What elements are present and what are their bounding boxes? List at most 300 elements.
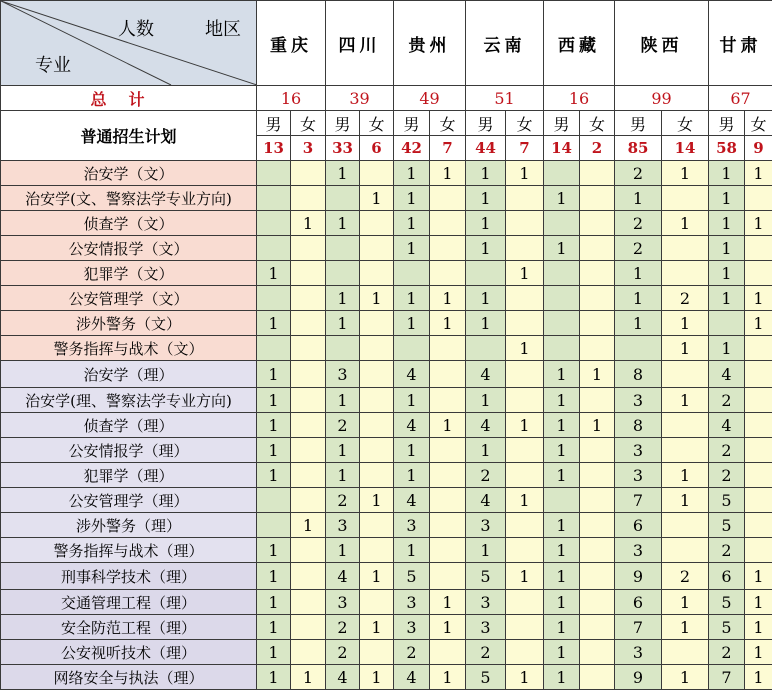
male-count-cell	[257, 513, 291, 538]
major-name: 刑事科学技术（理）	[1, 563, 257, 590]
female-count-cell	[506, 640, 544, 665]
male-count-cell: 1	[466, 311, 506, 336]
male-header: 男	[466, 111, 506, 136]
male-count-cell: 1	[257, 590, 291, 615]
female-count-cell	[662, 640, 709, 665]
female-count-cell	[430, 361, 466, 388]
female-count-cell	[580, 590, 615, 615]
female-count-cell: 2	[662, 563, 709, 590]
female-count-cell: 1	[506, 161, 544, 186]
female-count-cell	[291, 538, 326, 563]
male-count-cell: 5	[709, 615, 745, 640]
male-count-cell: 1	[709, 236, 745, 261]
major-name: 安全防范工程（理）	[1, 615, 257, 640]
region-header-xizang: 西藏	[544, 1, 615, 86]
table-row	[1, 563, 772, 590]
female-count-cell: 1	[430, 665, 466, 690]
male-count-cell: 2	[709, 463, 745, 488]
female-count-cell	[360, 388, 394, 413]
male-count-cell: 1	[326, 311, 360, 336]
male-count-cell: 1	[394, 211, 430, 236]
table-row	[1, 186, 772, 211]
female-count-cell	[430, 388, 466, 413]
male-count-cell: 6	[709, 563, 745, 590]
female-count-cell	[580, 388, 615, 413]
female-count-cell: 1	[662, 590, 709, 615]
female-count-cell	[291, 286, 326, 311]
male-count-cell: 6	[615, 513, 662, 538]
female-count-cell: 1	[662, 161, 709, 186]
table-row	[1, 463, 772, 488]
male-count-cell: 4	[466, 361, 506, 388]
female-count-cell: 1	[745, 311, 772, 336]
male-count-cell: 1	[544, 236, 580, 261]
region-total: 51	[466, 86, 544, 111]
male-count-cell: 1	[257, 361, 291, 388]
male-count-cell: 1	[394, 311, 430, 336]
female-count-cell	[291, 413, 326, 438]
female-count-cell	[580, 488, 615, 513]
male-count-cell: 1	[394, 388, 430, 413]
female-count-cell	[360, 463, 394, 488]
male-count-cell	[326, 261, 360, 286]
table-row	[1, 665, 772, 690]
female-count-cell	[580, 438, 615, 463]
female-count-cell: 1	[430, 413, 466, 438]
corner-region-label: 地区	[205, 19, 241, 40]
female-count-cell: 1	[360, 488, 394, 513]
table-row	[1, 261, 772, 286]
female-subtotal: 7	[430, 136, 466, 161]
male-count-cell: 3	[466, 590, 506, 615]
male-count-cell: 1	[544, 590, 580, 615]
male-count-cell: 1	[544, 438, 580, 463]
table-row	[1, 388, 772, 413]
region-header-guizhou: 贵州	[394, 1, 466, 86]
female-count-cell	[430, 261, 466, 286]
female-count-cell: 1	[662, 211, 709, 236]
male-count-cell: 1	[326, 161, 360, 186]
table-row	[1, 590, 772, 615]
female-count-cell: 1	[745, 665, 772, 690]
female-count-cell	[580, 538, 615, 563]
major-name: 公安视听技术（理）	[1, 640, 257, 665]
female-count-cell: 1	[662, 388, 709, 413]
female-count-cell: 1	[506, 488, 544, 513]
table-row	[1, 488, 772, 513]
male-count-cell: 4	[394, 488, 430, 513]
female-count-cell	[580, 286, 615, 311]
female-count-cell: 1	[580, 361, 615, 388]
female-count-cell	[506, 615, 544, 640]
female-count-cell	[430, 336, 466, 361]
male-subtotal: 42	[394, 136, 430, 161]
male-count-cell: 1	[257, 261, 291, 286]
female-count-cell	[291, 438, 326, 463]
male-count-cell: 3	[394, 590, 430, 615]
female-count-cell	[580, 463, 615, 488]
female-count-cell: 1	[745, 161, 772, 186]
female-count-cell	[745, 361, 772, 388]
male-count-cell: 4	[709, 413, 745, 438]
male-count-cell: 5	[709, 513, 745, 538]
female-header: 女	[745, 111, 772, 136]
male-count-cell: 5	[709, 488, 745, 513]
male-count-cell: 3	[615, 538, 662, 563]
male-count-cell: 2	[326, 413, 360, 438]
corner-major-label: 专业	[35, 55, 71, 76]
female-count-cell	[662, 186, 709, 211]
female-count-cell	[291, 463, 326, 488]
male-count-cell: 3	[326, 361, 360, 388]
corner-count-label: 人数	[118, 19, 154, 40]
male-count-cell: 1	[326, 538, 360, 563]
male-count-cell: 1	[615, 286, 662, 311]
female-count-cell: 1	[662, 615, 709, 640]
female-count-cell	[430, 236, 466, 261]
major-name: 涉外警务（文）	[1, 311, 257, 336]
male-count-cell	[326, 236, 360, 261]
female-count-cell	[291, 488, 326, 513]
male-count-cell: 1	[544, 413, 580, 438]
female-count-cell: 1	[745, 286, 772, 311]
female-count-cell	[291, 311, 326, 336]
female-count-cell	[291, 161, 326, 186]
male-count-cell: 2	[326, 615, 360, 640]
table-row	[1, 615, 772, 640]
major-name: 治安学(理、警察法学专业方向)	[1, 388, 257, 413]
male-count-cell: 1	[615, 311, 662, 336]
region-total: 16	[544, 86, 615, 111]
male-count-cell: 3	[466, 513, 506, 538]
male-count-cell: 2	[615, 211, 662, 236]
male-count-cell: 1	[257, 438, 291, 463]
male-count-cell	[544, 261, 580, 286]
male-count-cell	[257, 211, 291, 236]
male-count-cell: 3	[615, 463, 662, 488]
male-count-cell: 1	[257, 563, 291, 590]
female-count-cell	[580, 161, 615, 186]
male-count-cell: 1	[257, 388, 291, 413]
male-count-cell: 4	[466, 488, 506, 513]
male-count-cell: 1	[466, 211, 506, 236]
female-count-cell	[506, 186, 544, 211]
female-count-cell: 1	[430, 615, 466, 640]
female-count-cell: 1	[430, 590, 466, 615]
table-row	[1, 336, 772, 361]
female-count-cell	[291, 361, 326, 388]
male-subtotal: 85	[615, 136, 662, 161]
male-count-cell: 2	[326, 640, 360, 665]
male-count-cell: 4	[326, 665, 360, 690]
plan-label: 普通招生计划	[1, 111, 257, 161]
male-count-cell: 4	[466, 413, 506, 438]
male-count-cell: 2	[466, 463, 506, 488]
female-count-cell: 1	[291, 665, 326, 690]
female-subtotal: 3	[291, 136, 326, 161]
female-count-cell	[360, 336, 394, 361]
major-name: 侦查学（理）	[1, 413, 257, 438]
region-header-gansu: 甘肃	[709, 1, 772, 86]
male-count-cell: 1	[394, 463, 430, 488]
female-count-cell	[745, 336, 772, 361]
major-name: 公安管理学（文）	[1, 286, 257, 311]
male-count-cell	[466, 336, 506, 361]
male-count-cell: 3	[394, 615, 430, 640]
male-count-cell: 1	[257, 311, 291, 336]
female-count-cell: 1	[662, 488, 709, 513]
region-header-shaanxi: 陕西	[615, 1, 709, 86]
male-count-cell: 1	[466, 388, 506, 413]
male-count-cell: 1	[394, 538, 430, 563]
female-count-cell: 1	[291, 513, 326, 538]
male-count-cell: 4	[394, 413, 430, 438]
female-subtotal: 14	[662, 136, 709, 161]
table-row	[1, 438, 772, 463]
female-header: 女	[430, 111, 466, 136]
male-count-cell: 5	[466, 563, 506, 590]
major-name: 治安学（理）	[1, 361, 257, 388]
major-name: 公安情报学（理）	[1, 438, 257, 463]
female-count-cell	[662, 413, 709, 438]
major-name: 公安管理学（理）	[1, 488, 257, 513]
female-count-cell: 1	[430, 311, 466, 336]
female-count-cell: 2	[662, 286, 709, 311]
female-count-cell	[430, 211, 466, 236]
female-header: 女	[506, 111, 544, 136]
female-subtotal: 6	[360, 136, 394, 161]
male-count-cell: 7	[615, 615, 662, 640]
female-count-cell: 1	[745, 563, 772, 590]
major-name: 侦查学（文）	[1, 211, 257, 236]
female-count-cell	[291, 261, 326, 286]
female-count-cell	[360, 413, 394, 438]
female-count-cell: 1	[430, 286, 466, 311]
male-count-cell: 4	[326, 563, 360, 590]
female-count-cell	[360, 438, 394, 463]
male-count-cell: 1	[544, 513, 580, 538]
female-count-cell	[506, 590, 544, 615]
major-name: 网络安全与执法（理）	[1, 665, 257, 690]
female-count-cell	[745, 488, 772, 513]
female-count-cell	[506, 463, 544, 488]
female-count-cell: 1	[662, 665, 709, 690]
male-count-cell: 7	[615, 488, 662, 513]
female-count-cell	[506, 211, 544, 236]
male-count-cell	[257, 336, 291, 361]
male-header: 男	[257, 111, 291, 136]
female-count-cell	[662, 438, 709, 463]
female-count-cell	[662, 361, 709, 388]
male-count-cell: 1	[544, 615, 580, 640]
male-count-cell: 3	[326, 590, 360, 615]
male-count-cell	[394, 261, 430, 286]
table-row	[1, 236, 772, 261]
male-count-cell: 1	[709, 161, 745, 186]
male-count-cell: 5	[394, 563, 430, 590]
male-count-cell: 1	[544, 563, 580, 590]
male-count-cell: 7	[709, 665, 745, 690]
female-count-cell: 1	[745, 590, 772, 615]
male-count-cell: 1	[257, 665, 291, 690]
female-count-cell	[580, 211, 615, 236]
female-header: 女	[580, 111, 615, 136]
male-count-cell: 4	[709, 361, 745, 388]
female-count-cell	[506, 286, 544, 311]
male-count-cell: 2	[709, 388, 745, 413]
region-total: 99	[615, 86, 709, 111]
female-count-cell	[662, 236, 709, 261]
female-subtotal: 7	[506, 136, 544, 161]
male-count-cell: 1	[326, 286, 360, 311]
female-count-cell	[662, 261, 709, 286]
table-row	[1, 513, 772, 538]
male-count-cell	[709, 311, 745, 336]
male-count-cell: 1	[544, 388, 580, 413]
major-name: 犯罪学（理）	[1, 463, 257, 488]
female-count-cell	[506, 538, 544, 563]
female-count-cell	[360, 236, 394, 261]
female-header: 女	[360, 111, 394, 136]
male-count-cell: 1	[466, 538, 506, 563]
male-count-cell: 1	[709, 261, 745, 286]
major-name: 交通管理工程（理）	[1, 590, 257, 615]
female-count-cell: 1	[745, 640, 772, 665]
female-count-cell	[430, 538, 466, 563]
male-count-cell: 8	[615, 361, 662, 388]
male-count-cell: 2	[615, 236, 662, 261]
female-count-cell: 1	[662, 311, 709, 336]
female-count-cell	[291, 615, 326, 640]
male-count-cell: 1	[394, 161, 430, 186]
female-count-cell	[430, 488, 466, 513]
female-count-cell	[745, 186, 772, 211]
table-row	[1, 211, 772, 236]
female-count-cell: 1	[360, 665, 394, 690]
female-count-cell	[745, 388, 772, 413]
female-count-cell	[360, 261, 394, 286]
male-count-cell: 1	[326, 438, 360, 463]
male-count-cell	[544, 211, 580, 236]
male-count-cell	[257, 186, 291, 211]
region-total: 67	[709, 86, 772, 111]
male-count-cell: 1	[544, 361, 580, 388]
major-name: 警务指挥与战术（理）	[1, 538, 257, 563]
female-header: 女	[662, 111, 709, 136]
major-name: 治安学(文、警察法学专业方向)	[1, 186, 257, 211]
female-count-cell: 1	[506, 665, 544, 690]
male-subtotal: 14	[544, 136, 580, 161]
table-row	[1, 286, 772, 311]
male-count-cell: 3	[615, 438, 662, 463]
table-row	[1, 413, 772, 438]
female-count-cell	[580, 615, 615, 640]
male-count-cell: 1	[615, 186, 662, 211]
male-count-cell: 2	[326, 488, 360, 513]
male-count-cell: 4	[394, 665, 430, 690]
male-count-cell: 1	[466, 186, 506, 211]
male-count-cell	[615, 336, 662, 361]
male-count-cell	[257, 236, 291, 261]
female-count-cell: 1	[430, 161, 466, 186]
male-count-cell	[257, 161, 291, 186]
female-count-cell	[580, 336, 615, 361]
female-count-cell	[360, 361, 394, 388]
male-header: 男	[394, 111, 430, 136]
female-count-cell: 1	[360, 186, 394, 211]
male-count-cell: 3	[615, 640, 662, 665]
region-header-chongqing: 重庆	[257, 1, 326, 86]
male-count-cell: 2	[615, 161, 662, 186]
male-count-cell: 1	[394, 286, 430, 311]
female-subtotal: 9	[745, 136, 772, 161]
female-count-cell	[580, 640, 615, 665]
female-header: 女	[291, 111, 326, 136]
female-count-cell	[745, 463, 772, 488]
female-count-cell	[580, 236, 615, 261]
female-count-cell	[430, 640, 466, 665]
male-count-cell: 1	[544, 186, 580, 211]
corner-header-cell	[1, 1, 257, 86]
female-count-cell	[580, 563, 615, 590]
region-total: 16	[257, 86, 326, 111]
male-count-cell: 9	[615, 563, 662, 590]
male-subtotal: 13	[257, 136, 291, 161]
male-count-cell: 1	[466, 236, 506, 261]
male-count-cell: 1	[257, 538, 291, 563]
male-subtotal: 33	[326, 136, 360, 161]
female-count-cell	[430, 463, 466, 488]
male-count-cell: 8	[615, 413, 662, 438]
female-count-cell	[745, 261, 772, 286]
male-count-cell	[544, 286, 580, 311]
table-row	[1, 640, 772, 665]
major-name: 警务指挥与战术（文）	[1, 336, 257, 361]
male-header: 男	[709, 111, 745, 136]
male-count-cell: 4	[394, 361, 430, 388]
male-count-cell: 5	[466, 665, 506, 690]
male-count-cell: 1	[394, 438, 430, 463]
major-name: 治安学（文）	[1, 161, 257, 186]
female-count-cell: 1	[506, 563, 544, 590]
major-name: 涉外警务（理）	[1, 513, 257, 538]
female-count-cell: 1	[506, 336, 544, 361]
region-total: 39	[326, 86, 394, 111]
male-count-cell: 3	[394, 513, 430, 538]
female-count-cell: 1	[360, 615, 394, 640]
male-count-cell: 1	[544, 640, 580, 665]
female-count-cell	[360, 640, 394, 665]
male-count-cell: 1	[615, 261, 662, 286]
female-count-cell: 1	[360, 563, 394, 590]
male-count-cell: 2	[394, 640, 430, 665]
male-count-cell	[544, 161, 580, 186]
male-count-cell: 1	[257, 463, 291, 488]
major-name: 犯罪学（文）	[1, 261, 257, 286]
female-count-cell: 1	[291, 211, 326, 236]
male-count-cell: 5	[709, 590, 745, 615]
female-count-cell	[662, 513, 709, 538]
female-count-cell	[745, 538, 772, 563]
male-count-cell: 3	[615, 388, 662, 413]
female-count-cell	[506, 513, 544, 538]
male-count-cell: 1	[466, 438, 506, 463]
female-count-cell	[506, 388, 544, 413]
male-count-cell: 2	[709, 438, 745, 463]
region-header-sichuan: 四川	[326, 1, 394, 86]
male-count-cell: 1	[709, 211, 745, 236]
female-count-cell: 1	[360, 286, 394, 311]
